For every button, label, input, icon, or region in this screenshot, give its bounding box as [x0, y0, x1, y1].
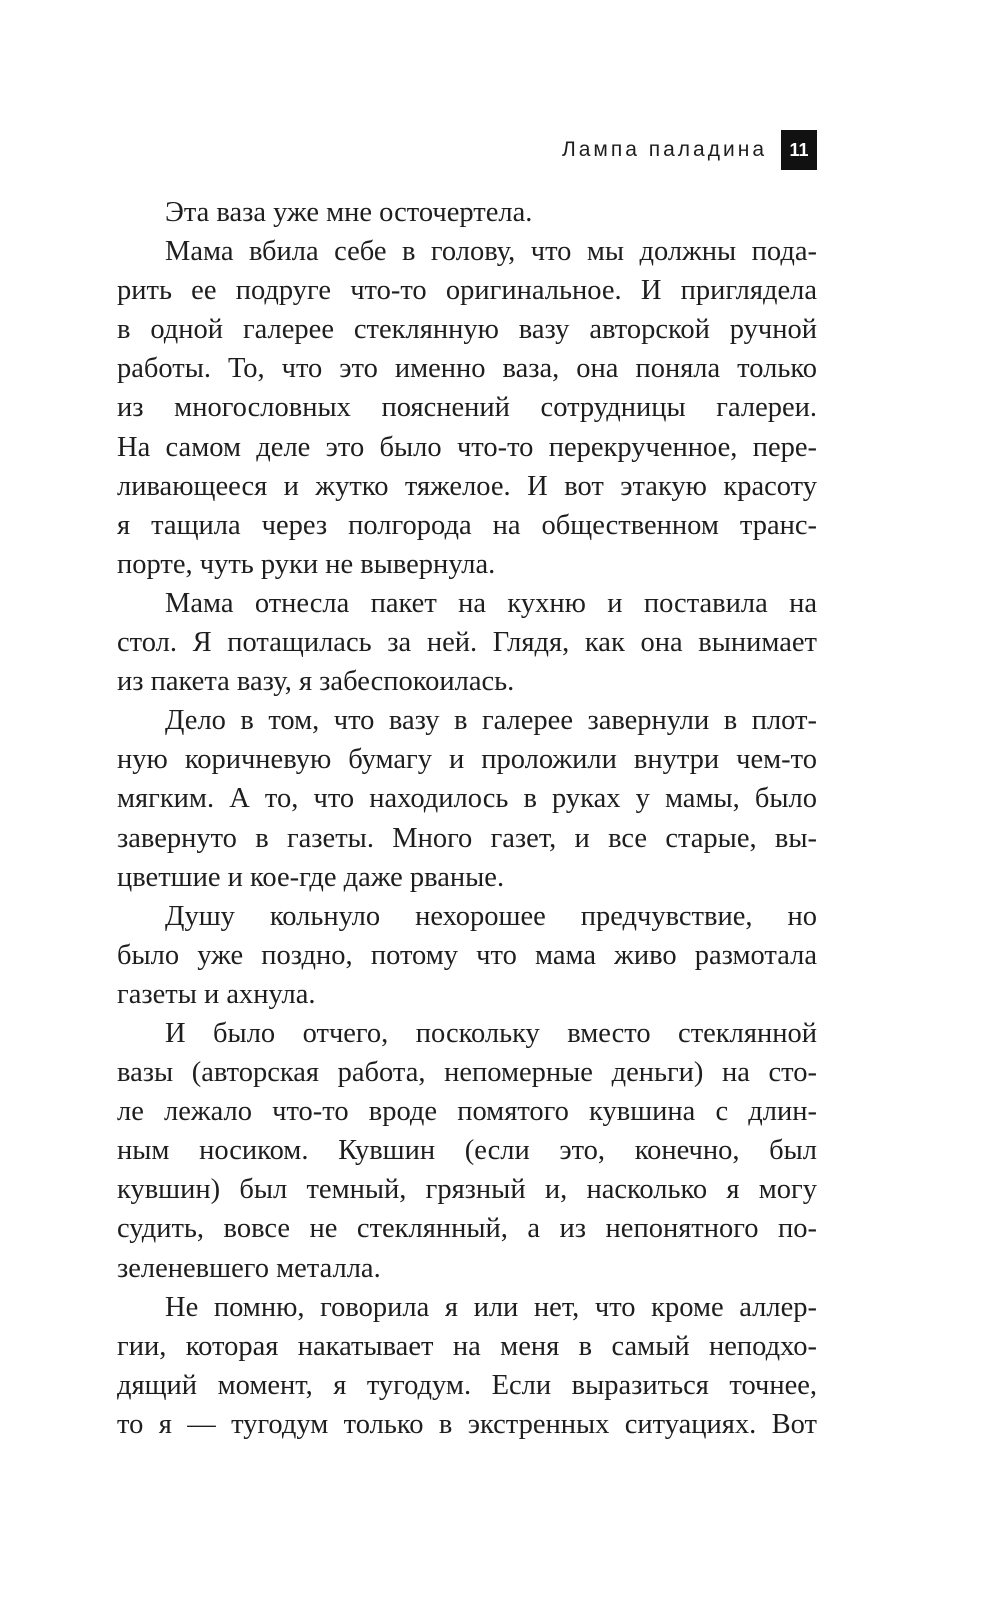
running-title: Лампа паладина	[561, 138, 767, 161]
text-line: то я — тугодум только в экстренных ситуациях. Вот	[117, 1408, 817, 1440]
text-line: было уже поздно, потому что мама живо размотала	[117, 939, 817, 971]
text-line: рить ее подруге что-то оригинальное. И приглядела	[117, 275, 817, 307]
text-line: кувшин) был темный, грязный и, насколько я могу	[117, 1174, 817, 1206]
text-line: судить, вовсе не стеклянный, а из непонятного по-	[117, 1213, 817, 1245]
page-body-text	[117, 193, 817, 1444]
text-line: И было отчего, поскольку вместо стеклянной	[165, 1017, 817, 1049]
text-line: дящий момент, я тугодум. Если выразиться точнее,	[117, 1369, 817, 1401]
running-header	[562, 130, 817, 170]
text-line: в одной галерее стеклянную вазу авторской ручной	[117, 314, 817, 346]
text-line: цветшие и кое-где даже рваные.	[117, 861, 505, 893]
text-line: стол. Я потащилась за ней. Глядя, как она вынимает	[117, 627, 817, 659]
text-line: Мама отнесла пакет на кухню и поставила на	[165, 587, 817, 619]
text-line: ливающееся и жутко тяжелое. И вот этакую красоту	[117, 470, 817, 502]
text-line: ным носиком. Кувшин (если это, конечно, был	[117, 1135, 817, 1167]
text-line: я тащила через полгорода на общественном транс-	[117, 509, 817, 541]
text-line: мягким. А то, что находилось в руках у мамы, было	[117, 783, 817, 815]
text-line: из пакета вазу, я забеспокоилась.	[117, 666, 515, 698]
text-line: Душу кольнуло нехорошее предчувствие, но	[165, 900, 817, 932]
text-line: завернуто в газеты. Много газет, и все старые, вы-	[117, 822, 817, 854]
text-line: порте, чуть руки не вывернула.	[117, 548, 496, 580]
page-number: 11	[781, 130, 817, 170]
text-line: вазы (авторская работа, непомерные деньги) на сто-	[117, 1057, 817, 1089]
text-line: На самом деле это было что-то перекрученное, пере-	[117, 431, 817, 463]
text-line: Мама вбила себе в голову, что мы должны пода-	[165, 236, 817, 268]
text-line: из многословных пояснений сотрудницы галереи.	[117, 392, 817, 424]
text-line: ную коричневую бумагу и проложили внутри чем-то	[117, 744, 817, 776]
text-line: ле лежало что-то вроде помятого кувшина с длин-	[117, 1096, 817, 1128]
text-line: Эта ваза уже мне осточертела.	[165, 197, 533, 228]
text-line: Дело в том, что вазу в галерее завернули в плот-	[165, 705, 817, 737]
text-line: зеленевшего металла.	[117, 1252, 381, 1284]
text-line: работы. То, что это именно ваза, она поняла только	[117, 353, 817, 385]
text-line: гии, которая накатывает на меня в самый неподхо-	[117, 1330, 817, 1362]
text-line: газеты и ахнула.	[117, 978, 316, 1010]
text-line: Не помню, говорила я или нет, что кроме аллер-	[165, 1291, 817, 1323]
